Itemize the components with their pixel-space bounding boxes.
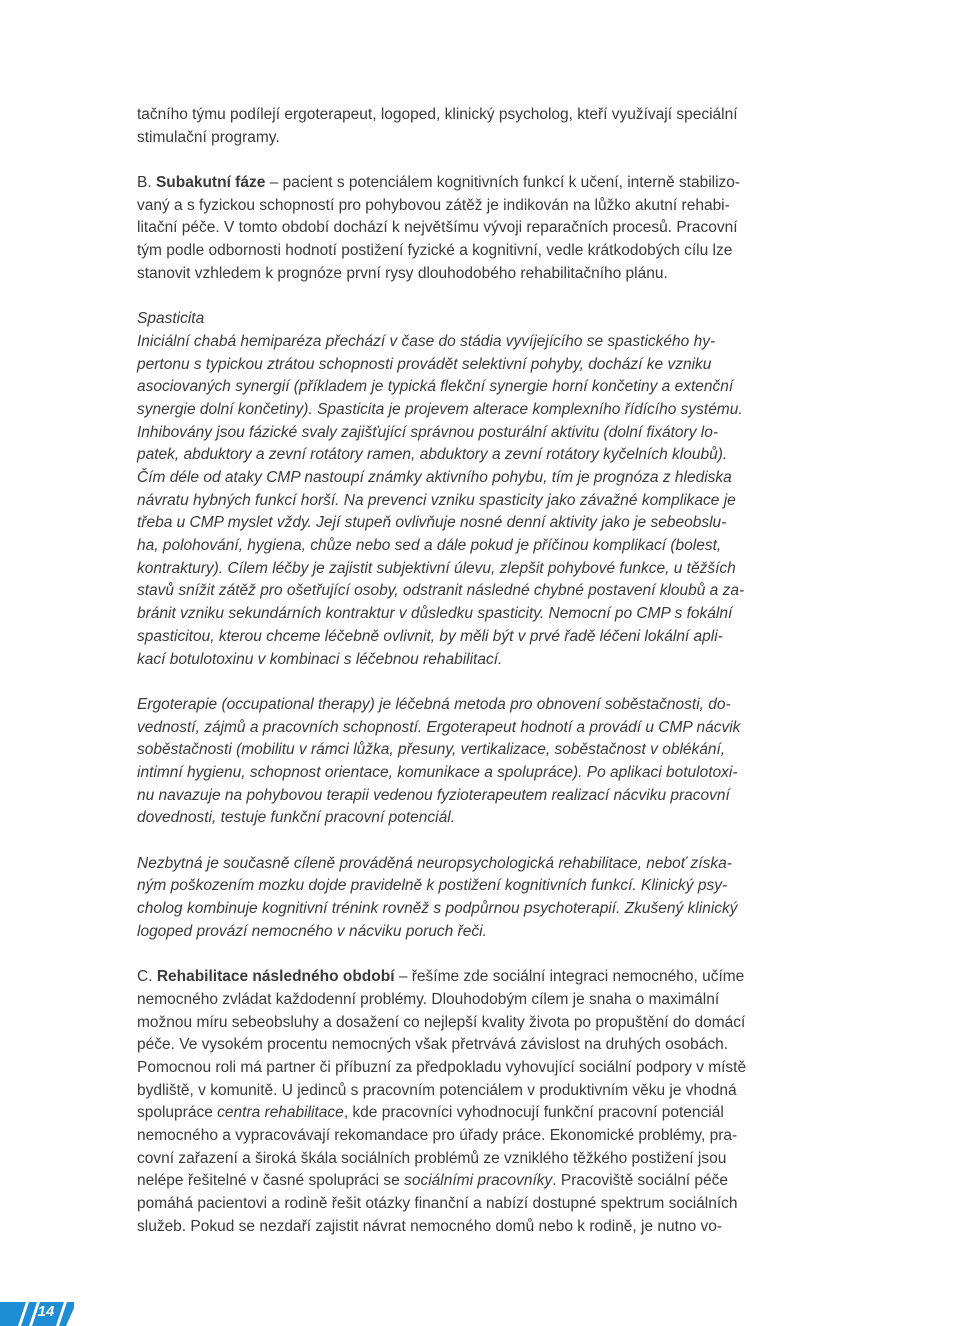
text-segment: spolupráce bbox=[137, 1104, 218, 1122]
text-segment: covní zařazení a široká škála sociálních problémů ze vzniklého těžkého postižení jsou bbox=[137, 1149, 727, 1167]
text-segment: logoped provází nemocného v nácviku poruch řeči. bbox=[137, 922, 487, 940]
text-line bbox=[137, 217, 825, 240]
text-line bbox=[137, 558, 825, 581]
text-line bbox=[137, 195, 825, 218]
text-line bbox=[137, 853, 825, 876]
text-segment: tačního týmu podílejí ergoterapeut, logoped, klinický psycholog, kteří využívají speciální bbox=[137, 106, 738, 123]
text-segment: Iniciální chabá hemiparéza přechází v čase do stádia vyvíjejícího se spastického hy- bbox=[137, 332, 716, 350]
text-segment bbox=[137, 966, 744, 989]
section-letter: C. bbox=[137, 968, 157, 986]
page-number: 14 bbox=[37, 1303, 55, 1320]
text-line bbox=[137, 785, 825, 808]
text-line bbox=[137, 535, 825, 558]
text-segment: synergie dolní končetiny). Spasticita je projevem alterace komplexního řídícího systému. bbox=[137, 400, 743, 418]
text-line bbox=[137, 649, 825, 672]
text-segment: litační péče. V tomto období dochází k největšímu vývoji reparačních procesů. Pracovní bbox=[137, 219, 738, 237]
text-line bbox=[137, 376, 825, 399]
text-segment: nemocného a vypracovávají rekomandace pro úřady práce. Ekonomické problémy, pra- bbox=[137, 1126, 738, 1144]
text-segment: – pacient s potenciálem kognitivních funkcí k učení, interně stabilizo- bbox=[265, 174, 741, 192]
text-segment: nelépe řešitelné v časné spolupráci se bbox=[137, 1172, 405, 1190]
text-line bbox=[137, 1080, 825, 1103]
text-line bbox=[137, 1102, 825, 1125]
text-line bbox=[137, 762, 825, 785]
text-segment: kací botulotoxinu v kombinaci s léčebnou rehabilitací. bbox=[137, 650, 503, 668]
subsection-title bbox=[137, 308, 825, 331]
text-line bbox=[137, 739, 825, 762]
text-line bbox=[137, 921, 825, 944]
text-segment: kontraktury). Cílem léčby je zajistit subjektivní úlevu, zlepšit pohybové funkce, u těžších bbox=[137, 559, 736, 577]
text-segment: intimní hygienu, schopnost orientace, komunikace a spolupráce). Po aplikaci botulotoxi- bbox=[137, 763, 738, 781]
badge-left-block bbox=[0, 1302, 26, 1326]
text-segment: návratu hybných funkcí horší. Na prevenci vzniku spasticity jako závažné komplikace je bbox=[137, 491, 736, 509]
emphasis-term: centra rehabilitace bbox=[217, 1104, 344, 1122]
text-segment: pertonu s typickou ztrátou schopnosti provádět selektivní pohyby, dochází ke vzniku bbox=[137, 355, 712, 373]
text-segment: třeba u CMP myslet vždy. Její stupeň ovlivňuje nosné denní aktivity jako je sebeobslu- bbox=[137, 514, 727, 532]
text-line bbox=[137, 717, 825, 740]
text-line bbox=[137, 1170, 825, 1193]
text-segment: cholog kombinuje kognitivní trénink rovněž s podpůrnou psychoterapií. Zkušený klinický bbox=[137, 900, 738, 918]
text-line bbox=[137, 1193, 825, 1216]
text-line bbox=[137, 626, 825, 649]
text-segment: Čím déle od ataky CMP nastoupí známky aktivního pohybu, tím je prognóza z hlediska bbox=[137, 469, 732, 486]
text-line bbox=[137, 331, 825, 354]
text-line bbox=[137, 512, 825, 535]
text-segment: tým podle odbornosti hodnotí postižení fyzické a kognitivní, vedle krátkodobých cílu lze bbox=[137, 242, 733, 260]
text-segment: bránit vzniku sekundárních kontraktur v důsledku spasticity. Nemocní po CMP s fokální bbox=[137, 605, 733, 623]
text-segment: nemocného zvládat každodenní problémy. Dlouhodobým cílem je snaha o maximální bbox=[137, 990, 720, 1008]
text-line bbox=[137, 1148, 825, 1171]
text-segment: – řešíme zde sociální integraci nemocného, učíme bbox=[394, 968, 745, 986]
text-line bbox=[137, 399, 825, 422]
text-segment: možnou míru sebeobsluhy a dosažení co nejlepší kvality života po propuštění do domácí bbox=[137, 1013, 746, 1031]
text-segment: vaný a s fyzickou schopností pro pohybovou zátěž je indikován na lůžko akutní rehabi- bbox=[137, 196, 730, 214]
section-letter: B. bbox=[137, 174, 156, 192]
page-number-badge bbox=[0, 1298, 74, 1326]
text-segment: pomáhá pacientovi a rodině řešit otázky finanční a nabízí dostupné spektrum sociálních bbox=[137, 1195, 738, 1212]
text-line bbox=[137, 966, 825, 989]
text-segment: soběstačnosti (mobilitu v rámci lůžka, přesuny, vertikalizace, soběstačnost v oblékání, bbox=[137, 741, 726, 759]
text-line bbox=[137, 172, 825, 195]
text-line bbox=[137, 1012, 825, 1035]
text-line bbox=[137, 898, 825, 921]
text-segment: vedností, zájmů a pracovních schopností. Ergoterapeut hodnotí a provádí u CMP nácvik bbox=[137, 718, 741, 736]
text-segment: bydliště, v komunitě. U jedinců s pracovním potenciálem v produktivním věku je vhodná bbox=[137, 1081, 737, 1099]
text-segment: Inhibovány jsou fázické svaly zajišťující správnou posturální aktivitu (dolní fixátory lo- bbox=[137, 423, 718, 441]
text-line bbox=[137, 603, 825, 626]
text-segment bbox=[137, 172, 740, 195]
text-line bbox=[137, 580, 825, 603]
text-segment: Spasticita bbox=[137, 310, 205, 328]
text-segment: patek, abduktory a zevní rotátory ramen, abduktory a zevní rotátory kyčelních kloubů). bbox=[137, 446, 728, 464]
text-segment: ha, polohování, hygiena, chůze nebo sed a dále pokud je příčinou komplikací (bolest, bbox=[137, 537, 722, 555]
text-segment: stavů snížit zátěž pro ošetřující osoby, odstranit následné chybné postavení kloubů a za- bbox=[137, 582, 745, 600]
text-segment: , kde pracovníci vyhodnocují funkční pracovní potenciál bbox=[343, 1104, 724, 1122]
text-line bbox=[137, 989, 825, 1012]
text-line bbox=[137, 127, 825, 150]
text-segment: nu navazuje na pohybovou terapii vedenou fyzioterapeutem realizací nácviku pracovní bbox=[137, 786, 730, 804]
text-segment: spasticitou, kterou chceme léčebně ovlivnit, by měli být v prvé řadě léčeni lokální apli- bbox=[137, 627, 723, 645]
text-line bbox=[137, 807, 825, 830]
text-line bbox=[137, 444, 825, 467]
text-line bbox=[137, 1057, 825, 1080]
text-segment: péče. Ve vysokém procentu nemocných však přetrvává závislost na druhých osobách. bbox=[137, 1036, 729, 1054]
text-line bbox=[137, 467, 825, 490]
text-line bbox=[137, 1216, 825, 1239]
text-line bbox=[137, 875, 825, 898]
text-line bbox=[137, 422, 825, 445]
text-line bbox=[137, 104, 825, 127]
text-segment: stimulační programy. bbox=[137, 128, 280, 146]
text-segment: ným poškozením mozku dojde pravidelně k postižení kognitivních funkcí. Klinický psy- bbox=[137, 877, 728, 895]
text-segment bbox=[137, 1170, 728, 1193]
text-segment: asociovaných synergií (příkladem je typická flekční synergie horní končetiny a extenční bbox=[137, 378, 734, 396]
text-segment: Pomocnou roli má partner či příbuzní za předpokladu vyhovující sociální podpory v místě bbox=[137, 1058, 747, 1076]
text-segment: Ergoterapie (occupational therapy) je léčebná metoda pro obnovení soběstačnosti, do- bbox=[137, 695, 731, 713]
text-segment: služeb. Pokud se nezdaří zajistit návrat nemocného domů nebo k rodině, je nutno vo- bbox=[137, 1217, 723, 1235]
text-line bbox=[137, 240, 825, 263]
text-line bbox=[137, 1125, 825, 1148]
text-segment: Nezbytná je současně cíleně prováděná neuropsychologická rehabilitace, neboť získa- bbox=[137, 854, 732, 872]
text-line bbox=[137, 490, 825, 513]
document-body bbox=[137, 104, 825, 1238]
text-line bbox=[137, 694, 825, 717]
text-segment: . Pracoviště sociální péče bbox=[552, 1172, 729, 1190]
section-heading: Rehabilitace následného období bbox=[156, 968, 395, 986]
text-segment: stanovit vzhledem k prognóze první rysy dlouhodobého rehabilitačního plánu. bbox=[137, 264, 668, 282]
text-segment: dovednosti, testuje funkční pracovní potenciál. bbox=[137, 809, 455, 827]
text-line bbox=[137, 1034, 825, 1057]
text-line bbox=[137, 354, 825, 377]
section-heading: Subakutní fáze bbox=[155, 174, 266, 192]
text-segment bbox=[137, 1102, 724, 1125]
emphasis-term: sociálními pracovníky bbox=[404, 1172, 553, 1190]
text-line bbox=[137, 263, 825, 286]
